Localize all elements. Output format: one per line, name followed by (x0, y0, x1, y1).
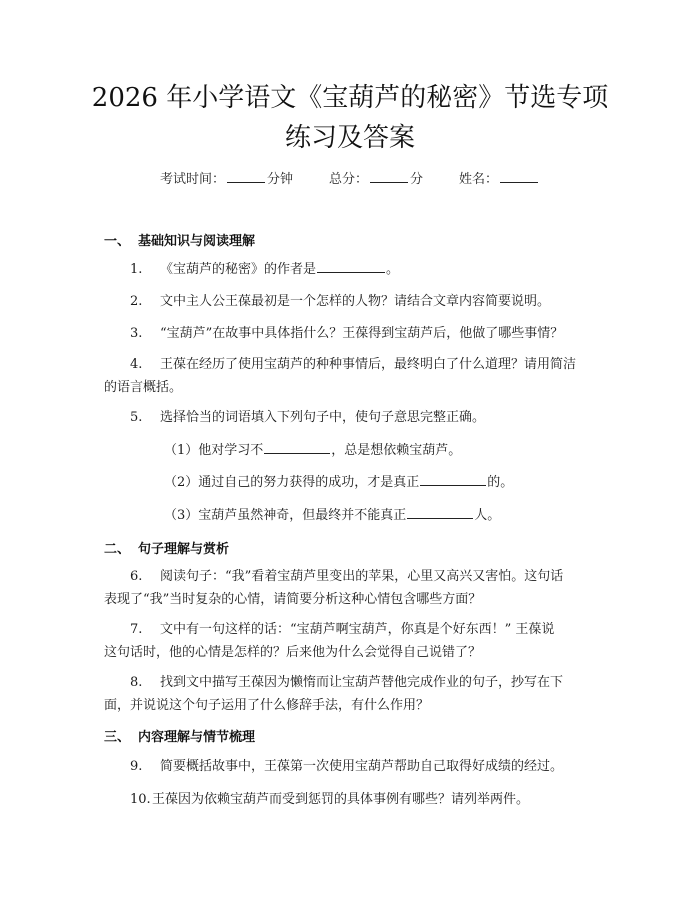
section-heading-2: 二、 句子理解与赏析 (104, 542, 230, 557)
section-heading-3: 三、 内容理解与情节梳理 (104, 730, 256, 745)
exam-meta-row (0, 168, 700, 187)
title-line-1: 2026 年小学语文《宝葫芦的秘密》节选专项 (91, 83, 609, 113)
question-5-sub-1: （1）他对学习不 ，总是想依赖宝葫芦。 (164, 440, 461, 461)
question-10: 10.王葆因为依赖宝葫芦而受到惩罚的具体事例有哪些？请列举两件。 (130, 792, 530, 807)
student-name-field: 姓名： (459, 168, 540, 187)
question-6: 6. 阅读句子：“我”看着宝葫芦里变出的苹果，心里又高兴又害怕。这句话 表现了“我”当时复杂的心情，请简要分析这种心情包含哪些方面？ (104, 569, 564, 607)
exam-time-field: 考试时间： 分钟 (159, 172, 293, 187)
exam-time-blank (227, 170, 265, 183)
question-7: 7. 文中有一句这样的话：“宝葫芦啊宝葫芦，你真是个好东西！” 王葆说 这句话时，他的心情是怎样的？后来他为什么会觉得自己说错了？ (104, 622, 555, 660)
student-name-blank (500, 170, 538, 183)
question-8: 8. 找到文中描写王葆因为懒惰而让宝葫芦替他完成作业的句子，抄写在下 面，并说说这个句子运用了什么修辞手法，有什么作用？ (104, 675, 564, 713)
total-score-field: 总分： 分 (328, 172, 424, 187)
answer-blank (407, 505, 473, 519)
document-title (90, 78, 610, 158)
section-heading-1: 一、 基础知识与阅读理解 (104, 234, 256, 249)
answer-blank (420, 472, 486, 486)
question-5: 5. 选择恰当的词语填入下列句子中，使句子意思完整正确。 (130, 410, 486, 425)
title-line-2: 练习及答案 (284, 123, 415, 153)
question-1: 1. 《宝葫芦的秘密》的作者是 。 (104, 258, 600, 281)
question-5-sub-2: （2）通过自己的努力获得的成功，才是真正 的。 (164, 472, 513, 493)
question-3: 3. “宝葫芦”在故事中具体指什么？王葆得到宝葫芦后，他做了哪些事情？ (130, 326, 564, 341)
answer-blank (264, 440, 330, 454)
answer-blank (317, 259, 385, 273)
question-4: 4. 王葆在经历了使用宝葫芦的种种事情后，最终明白了什么道理？请用简洁 的语言概括。 (104, 357, 577, 395)
question-9: 9. 简要概括故事中，王葆第一次使用宝葫芦帮助自己取得好成绩的经过。 (130, 759, 564, 774)
question-5-sub-3: （3）宝葫芦虽然神奇，但最终并不能真正 人。 (164, 505, 500, 526)
total-score-blank (370, 170, 408, 183)
question-2: 2. 文中主人公王葆最初是一个怎样的人物？请结合文章内容简要说明。 (130, 294, 551, 309)
